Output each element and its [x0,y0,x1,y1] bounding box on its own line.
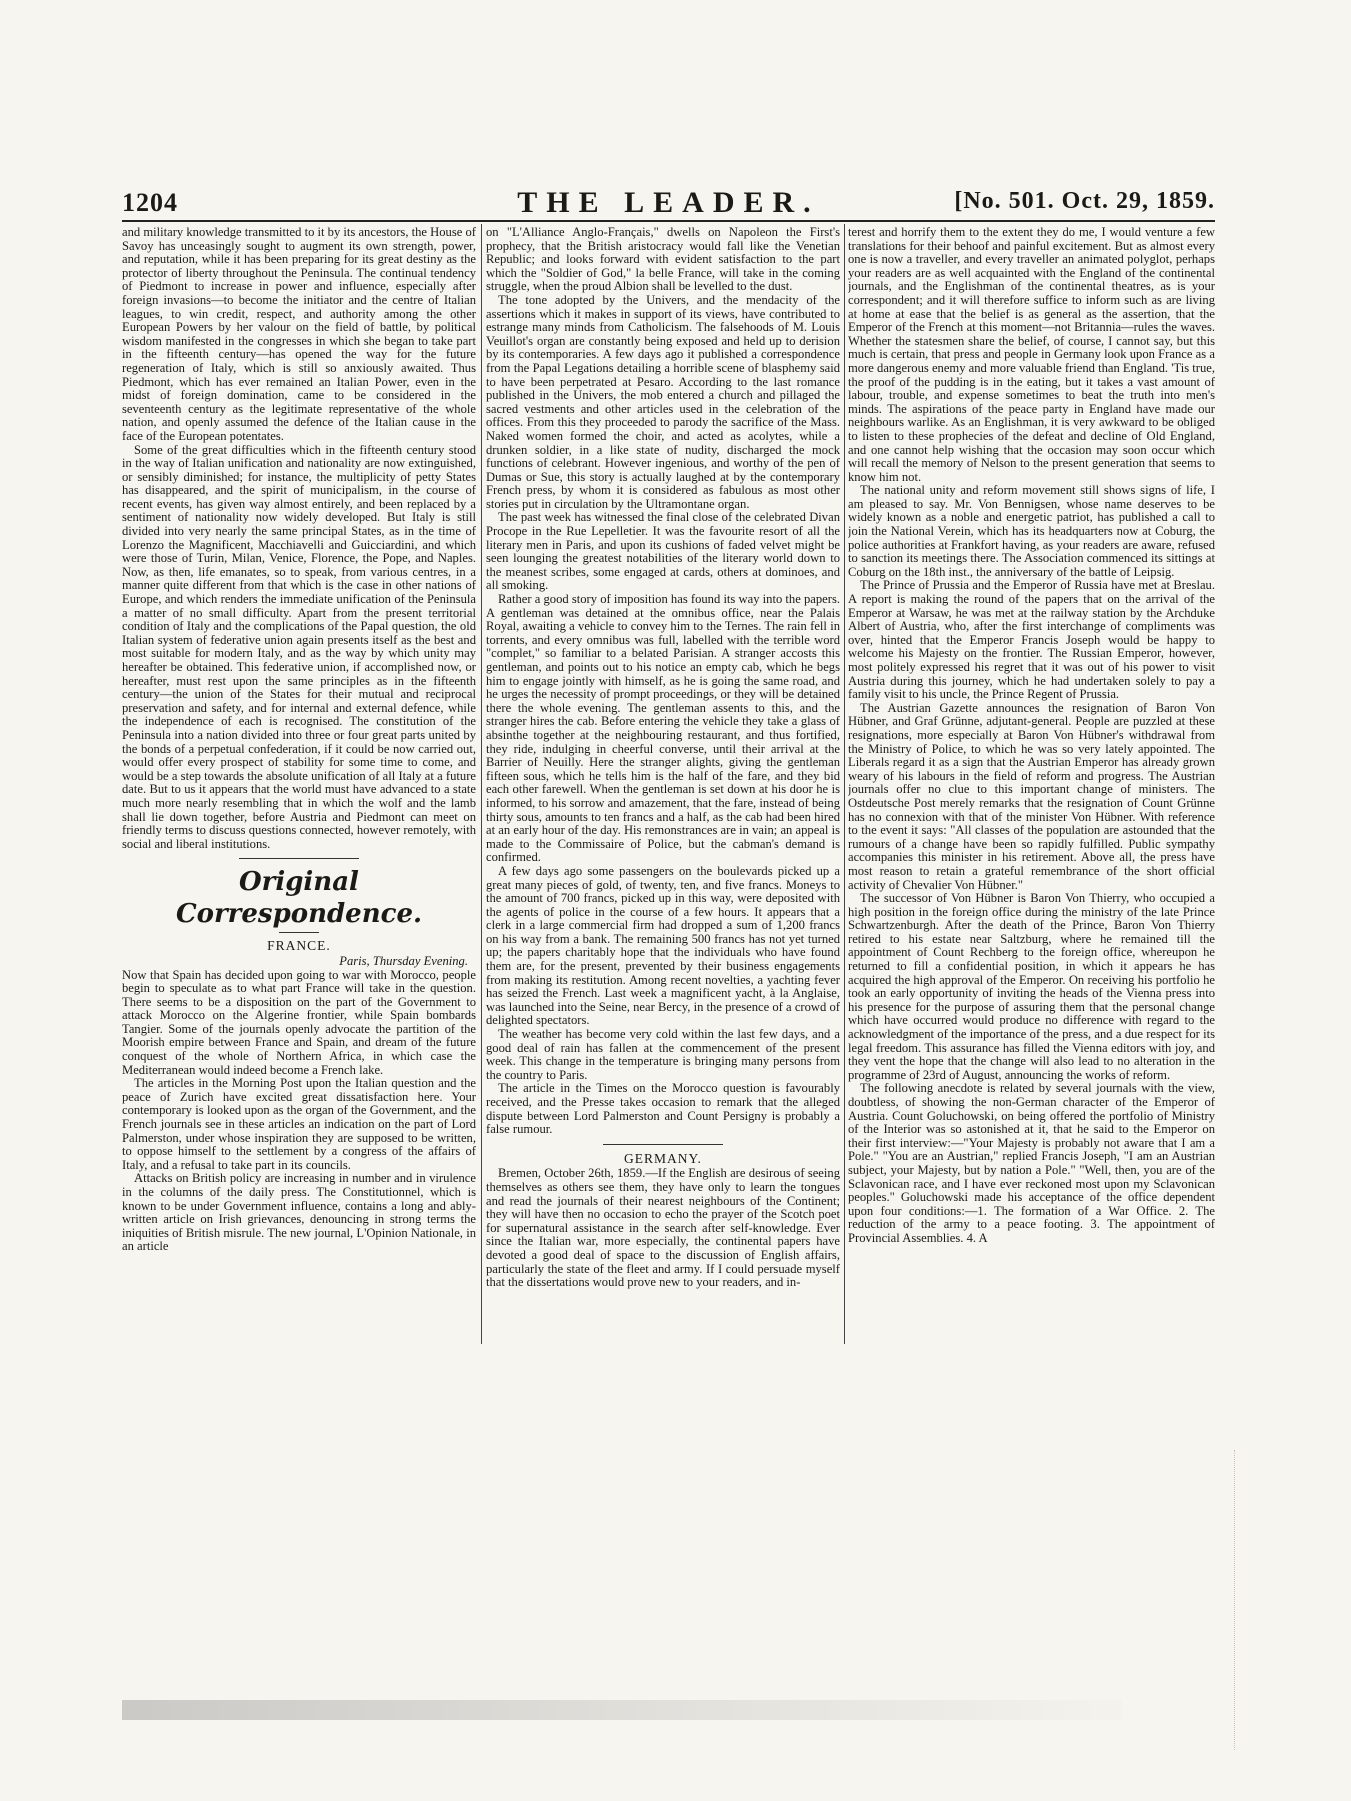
column-divider [481,224,482,1344]
subsection-heading: FRANCE. [267,938,331,954]
column-divider [844,224,845,1344]
article-paragraph: A few days ago some passengers on the boulevards picked up a great many pieces of gold, of twenty, ten, and five francs. Moneys to the amount of 700 francs, picked up in this way, were deposited with the agents of police in the course of a few hours. It appears that a clerk in a large commercial firm had dropped a sum of 1,200 francs on his way from a bank. The remaining 500 francs has not yet turned up; the papers charitably hope that the individuals who have found them are, for the present, prevented by their business engagements from making its restitution. Among recent novelties, a yachting fever has seized the French. Last week a magnificent yacht, à la Anglaise, was launched into the Seine, near Bercy, in the presence of a crowd of delighted spectators. [486,863,840,1028]
scan-margin-artifact [1234,1450,1315,1750]
issue-date: [No. 501. Oct. 29, 1859. [954,188,1215,214]
masthead-rule [122,220,1215,222]
ornament-rule [279,932,319,933]
article-paragraph: terest and horrify them to the extent they do me, I would venture a few translations for their behoof and painful excitement. But as almost every one is now a traveller, and every traveller an animated polyglot, perhaps your readers are as well acquainted with the England of the continental journals, and the Englishman of the continental theatres, as is your correspondent; and it will therefore suffice to inform such as are living at home at ease that the belief is as general as the assertion, that the Emperor of the French at this moment—not Britannia—rules the waves. Whether the statesmen share the belief, of course, I cannot say, but this much is certain, that press and people in Germany look upon France as a more dangerous enemy and more valuable friend than England. 'Tis true, the proof of the pudding is in the eating, but it takes a vast amount of labour, trouble, and expense sometimes to beat the truth into men's minds. The aspirations of the peace party in England have made our neighbours warlike. As an Englishman, it is very awkward to be obliged to listen to these prophecies of the defeat and decline of Old England, and one cannot help wishing that the occasion may soon occur which will recall the memory of Nelson to the present generation that seems to know him not. [848,226,1215,484]
article-paragraph: The tone adopted by the Univers, and the mendacity of the assertions which it makes in support of its views, have contributed to estrange many minds from Catholicism. The falsehoods of M. Louis Veuillot's organ are constantly being exposed and held up to derision by its contemporaries. A few days ago it published a correspondence from the Papal Legations detailing a horrible scene of blasphemy said to have been perpetrated at Pesaro. According to the last romance published in the Univers, the mob entered a church and pillaged the sacred vestments and other articles used in the celebration of the offices. From this they proceeded to parody the sacrifice of the Mass. Naked women formed the choir, and acted as acolytes, while a drunken soldier, in a like state of nudity, discharged the mock functions of celebrant. However ingenious, and worthy of the pen of Dumas or Sue, this story is actually laughed at by the contemporary French press, by whom it is considered as fabulous as most other stories put in circulation by the Ultramontane organ. [486,292,840,511]
article-paragraph: Now that Spain has decided upon going to war with Morocco, people begin to speculate as to what part France will take in the question. There seems to be a disposition on the part of the Government to attack Morocco on the Algerine frontier, while Spain bombards Tangier. Some of the journals openly advocate the partition of the Moorish empire between France and Spain, and dream of the future conquest of the whole of Northern Africa, in which case the Mediterranean would indeed become a French lake. [122,967,476,1077]
section-title: Original Correspondence. [175,867,423,930]
article-paragraph: The articles in the Morning Post upon the Italian question and the peace of Zurich have excited great dissatisfaction here. Your contemporary is looked upon as the organ of the Government, and the French journals see in these articles an indication on the part of Lord Palmerston, under whose inspiration they are supposed to be written, to oppose himself to the settlement by a congress of the affairs of Italy, and a refusal to take part in its councils. [122,1076,476,1172]
article-paragraph: The weather has become very cold within the last few days, and a good deal of rain has fallen at the commencement of the present week. This change in the temperature is bringing many persons from the country to Paris. [486,1027,840,1082]
article-paragraph: The national unity and reform movement still shows signs of life, I am pleased to say. Mr. Von Bennigsen, whose name deserves to be widely known as a noble and energetic patriot, has published a call to join the National Verein, which has its headquarters now at Coburg, the police authorities at Frankfort having, as your readers are aware, refused to sanction its meetings there. The Association commenced its sittings at Coburg on the 18th inst., the anniversary of the battle of Leipsig. [848,483,1215,579]
article-paragraph: Bremen, October 26th, 1859.—If the English are desirous of seeing themselves as others see them, they have only to learn the tongues and read the journals of their nearest neighbours of the Continent; they will have then no occasion to echo the prayer of the Scotch poet for supernatural assistance in the search after self-knowledge. Ever since the Italian war, more especially, the continental papers have devoted a good deal of space to the discussion of English affairs, particularly the state of the fleet and army. If I could persuade myself that the dissertations would prove new to your readers, and in- [486,1166,840,1290]
subsection-heading: GERMANY. [624,1150,702,1166]
paper-title: THE LEADER. [517,186,820,219]
column-1 [122,226,476,1341]
column-2 [486,226,840,1341]
article-paragraph: The Austrian Gazette announces the resignation of Baron Von Hübner, and Graf Grünne, adjutant-general. People are puzzled at these resignations, more especially at Baron Von Hübner's withdrawal from the Ministry of Police, to which he was so very lately appointed. The Liberals regard it as a sign that the Austrian Emperor has already grown weary of his labours in the field of reform and progress. The Austrian journals offer no clue to this important change of ministers. The Ostdeutsche Post merely remarks that the resignation of Count Grünne has no connexion with that of the minister Von Hübner. With reference to the event it says: "All classes of the population are astounded that the rumours of a change have been so rapidly fulfilled. Public sympathy accompanies this minister in his retirement. Above all, the press have most reason to retain a grateful remembrance of the short official activity of Chevalier Von Hübner." [848,700,1215,892]
article-paragraph: The article in the Times on the Morocco question is favourably received, and the Presse takes occasion to remark that the alleged dispute between Lord Palmerston and Count Persigny is probably a false rumour. [486,1081,840,1137]
section-rule [603,1144,723,1145]
article-paragraph: The past week has witnessed the final close of the celebrated Divan Procope in the Rue Lepelletier. It was the favourite resort of all the literary men in Paris, and upon its cushions of faded velvet might be seen lounging the greatest notabilities of the literary world down to the meanest scribes, some engaged at cards, others at dominoes, and all smoking. [486,510,840,593]
article-paragraph: The successor of Von Hübner is Baron Von Thierry, who occupied a high position in the foreign office during the ministry of the late Prince Schwartzenburgh. After the death of the Prince, Baron Von Thierry retired to his estate near Saltzburg, where he remained till the appointment of Count Rechberg to the foreign office, whereupon he returned to fill a confidential position, in which it appears he has acquired the high approval of the Emperor. On receiving his portfolio he took an early opportunity of inviting the heads of the Vienna press into his presence for the purpose of assuring them that the personal change which have occurred would produce no difference with regard to the acknowledgment of the importance of the press, and a due respect for its legal freedom. This assurance has filled the Vienna editors with joy, and they vent the hope that the change will also lead to no alteration in the programme of 23rd of August, announcing the works of reform. [848,891,1215,1082]
article-paragraph: Attacks on British policy are increasing in number and in virulence in the columns of the daily press. The Constitutionnel, which is known to be under Government influence, contains a long and ably-written article on Irish grievances, denouncing in strong terms the iniquities of British misrule. The new journal, L'Opinion Nationale, in an article [122,1171,476,1254]
article-paragraph: The Prince of Prussia and the Emperor of Russia have met at Breslau. A report is making the round of the papers that on the arrival of the Emperor at Warsaw, he was met at the railway station by the Archduke Albert of Austria, who, after the first interchange of compliments was over, hinted that the Emperor Francis Joseph would be happy to welcome his Majesty on the frontier. The Russian Emperor, however, most politely expressed his regret that it was out of his power to visit Austria during this journey, which he had undertaken solely to pay a family visit to his uncle, the Prince Regent of Prussia. [848,578,1215,702]
article-paragraph: on "L'Alliance Anglo-Français," dwells on Napoleon the First's prophecy, that the British aristocracy would fall like the Venetian Republic; and looks forward with evident satisfaction to the part which the "Soldier of God," la belle France, will take in the coming struggle, when the proud Albion shall be levelled to the dust. [486,226,840,294]
article-paragraph: Some of the great difficulties which in the fifteenth century stood in the way of Italian unification and nationality are now extinguished, or sensibly diminished; for instance, the multiplicity of petty States has disappeared, and the spirit of municipalism, in the course of recent events, has given way almost entirely, and been replaced by a sentiment of nationality now widely developed. But Italy is still divided into very nearly the same principal States, as in the time of Lorenzo the Magnificent, Macchiavelli and Guicciardini, and which were those of Turin, Milan, Venice, Florence, the Pope, and Naples. Now, as then, life emanates, so to speak, from various centres, in a manner quite different from that which is the case in other nations of Europe, and which renders the immediate unification of the Peninsula a matter of no small difficulty. Apart from the present territorial condition of Italy and the complications of the Papal question, the old Italian system of federative union again presents itself as the best and most suitable for modern Italy, and as the way by which unity may hereafter be obtained. This federative union, if accomplished now, or hereafter, must rest upon the same principles as in the fifteenth century—the union of the States for their mutual and reciprocal preservation and safety, and for internal and external defence, while the independence of each is recognised. The constitution of the Peninsula into a nation divided into three or four great parts united by the bonds of a perpetual confederation, if it could be now carried out, would offer every prospect of stability for some time to come, and would be a step towards the absolute unification of all Italy at a future date. But to us it appears that the world must have advanced to a state much more nearly resembling that in which the wolf and the lamb shall lie down together, before Austria and Piedmont can meet on friendly terms to discuss questions connected, however remotely, with social and liberal institutions. [122,442,476,851]
masthead [122,178,1215,220]
article-paragraph: The following anecdote is related by several journals with the view, doubtless, of showing the non-German character of the Emperor of Austria. Count Goluchowski, on being offered the portfolio of Ministry of the Interior was so astonished at it, that he said to the Emperor on their first interview:—"Your Majesty is probably not aware that I am a Pole." "You are an Austrian," replied Francis Joseph, "I am an Austrian subject, your Majesty, but by nation a Pole." "Well, then, you are of the Sclavonican race, and I have ever reckoned most upon my Sclavonican peoples." Goluchowski made his acceptance of the office dependent upon four conditions:—1. The formation of a War Office. 2. The reduction of the army to a peace footing. 3. The appointment of Provincial Assemblies. 4. A [848,1081,1215,1245]
section-rule [239,858,359,859]
article-paragraph: Rather a good story of imposition has found its way into the papers. A gentleman was detained at the omnibus office, near the Palais Royal, awaiting a vehicle to convey him to the Ternes. The rain fell in torrents, and every omnibus was full, labelled with the terrible word "complet," so familiar to a belated Parisian. A stranger accosts this gentleman, and points out to his notice an empty cab, which he begs him to engage jointly with himself, as he is going the same road, and he urges the necessity of prompt proceedings, or they will be detained there the whole evening. The gentleman assents to this, and the stranger hires the cab. Before entering the vehicle they take a glass of absinthe together at the neighbouring restaurant, and thus fortified, they ride, indulging in cheerful converse, until their arrival at the Barrier of Neuilly. Here the stranger alights, giving the gentleman fifteen sous, which he tells him is the half of the fare, and they bid each other farewell. When the gentleman is set down at his door he is informed, to his sorrow and amazement, that the fare, instead of being thirty sous, amounts to ten francs and a half, as the cab had been hired at an early hour of the day. His remonstrances are in vain; an appeal is made to the Commissaire of Police, but the cabman's demand is confirmed. [486,592,840,865]
column-3 [848,226,1215,1341]
scan-fold-shadow [122,1700,1122,1720]
article-paragraph: and military knowledge transmitted to it by its ancestors, the House of Savoy has unceasingly sought to augment its own strength, power, and reputation, while it has been preparing for its great destiny as the protector of liberty throughout the Peninsula. The continual tendency of Piedmont to increase in power and influence, especially after foreign invasions—to become the initiator and the centre of Italian leagues, to win credit, respect, and authority among the other European Powers by her valour on the field of battle, by political wisdom manifested in the congresses in which she began to take part in the fifteenth century—has opened the way for the future regeneration of Italy, which is still so anxiously awaited. Thus Piedmont, which has ever remained an Italian Power, even in the midst of foreign domination, came to be considered in the seventeenth century as the legitimate representative of the whole nation, and openly assumed the defence of the Italian cause in the face of the European potentates. [122,226,476,443]
page-number: 1204 [122,188,178,217]
dateline: Paris, Thursday Evening. [339,953,468,968]
